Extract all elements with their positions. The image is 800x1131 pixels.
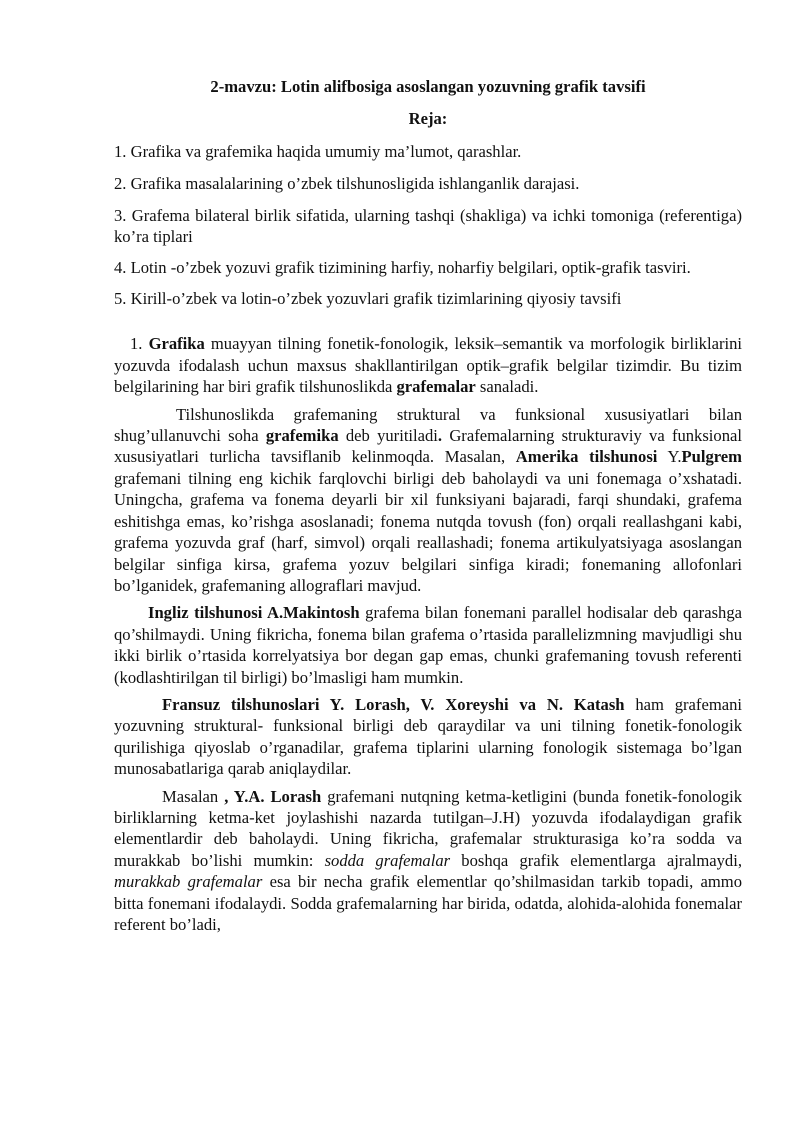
term-grafika: Grafika <box>148 334 205 354</box>
paragraph-fransuz <box>114 694 742 780</box>
paragraph-text: ham grafemani yozuvning struktural- funksional birligi deb qaraydilar va uni tilning fonetik-fonologik qurilishiga qiyoslab o’rganadilar, grafema tiplarini ularning fonologik sistemaga bo’lgan munosabatlariga qarab aniqlaydilar. <box>114 694 742 779</box>
paragraph-lorash <box>114 786 742 936</box>
plan-item-3: 3. Grafema bilateral birlik sifatida, ularning tashqi (shakliga) va ichki tomoniga (referentiga) ko’ra tiplari <box>114 205 742 247</box>
paragraph-text: Masalan <box>162 786 225 806</box>
term-grafemika: grafemika <box>265 426 339 446</box>
paragraph-text: boshqa grafik elementlarga ajralmaydi, <box>450 850 742 870</box>
paragraph-grafika <box>114 333 742 397</box>
term-ingliz-tilshunosi: Ingliz tilshunosi A.Makintosh <box>148 603 360 623</box>
term-fransuz-tilshunoslari: Fransuz tilshunoslari Y. Lorash, V. Xoreyshi va N. Katash <box>162 694 625 714</box>
paragraph-text: grafemani nutqning ketma-ketligini (bunda fonetik-fonologik birliklarning ketma-ket joylashishi nazarda tutilgan–J.H) yozuvda ifodalaydigan grafik elementlardir deb baholaydi. Uning fikricha, grafemalar strukturasiga ko’ra sodda va murakkab bo’lishi mumkin: <box>114 786 742 870</box>
term-pulgrem: Pulgrem <box>681 447 742 467</box>
paragraph-text: Tilshunoslikda grafemaning struktural va funksional xususiyatlari bilan shug’ullanuvchi soha <box>114 404 742 446</box>
paragraph-text: esa bir necha grafik elementlar qo’shilmasidan tarkib topadi, ammo bitta fonemani ifodalaydi. Sodda grafemalarning har birida, odatda, alohida-alohida fonemalar referent bo’ladi, <box>114 872 742 934</box>
term-lorash: , Y.A. Lorash <box>224 786 322 806</box>
plan-item-2: 2. Grafika masalalarining o’zbek tilshunosligida ishlanganlik darajasi. <box>114 174 580 194</box>
bold-period: . <box>437 426 443 446</box>
term-grafemalar: grafemalar <box>396 377 476 397</box>
paragraph-text: Grafemalarning strukturaviy va funksional xususiyatlari turlicha tavsiflanib kelinmoqda. Masalan, <box>114 426 742 467</box>
paragraph-text: Y. <box>657 447 682 467</box>
paragraph-text: grafema bilan fonemani parallel hodisalar deb qarashga qo’shilmaydi. Uning fikricha, fonema bilan grafema o’rtasida parallelizmning mavjudligi shu ikki birlik o’rtasida korrelyatsiya bor degan gap emas, chunki grafemaning tovush referenti (kodlashtirilgan til birligi) bo’lmasligi ham mumkin. <box>114 603 742 687</box>
plan-item-5: 5. Kirill-o’zbek va lotin-o’zbek yozuvlari grafik tizimlarining qiyosiy tavsifi <box>114 289 622 309</box>
term-murakkab-grafemalar: murakkab grafemalar <box>114 872 263 892</box>
term-amerika-tilshunosi: Amerika tilshunosi <box>515 447 658 467</box>
plan-item-1: 1. Grafika va grafemika haqida umumiy ma’lumot, qarashlar. <box>114 142 522 161</box>
plan-heading: Reja: <box>408 109 448 128</box>
term-sodda-grafemalar: sodda grafemalar <box>324 850 451 870</box>
page-title: 2-mavzu: Lotin alifbosiga asoslangan yozuvning grafik tavsifi <box>210 77 646 96</box>
plan-item-4: 4. Lotin -o’zbek yozuvi grafik tizimining harfiy, noharfiy belgilari, optik-grafik tasviri. <box>114 257 691 277</box>
document-page <box>114 76 742 935</box>
paragraph-grafemika <box>114 404 742 597</box>
paragraph-text: grafemani tilning eng kichik farqlovchi birligi deb baholaydi va uni fonemaga o’xshatadi. Uningcha, grafema va fonema deyarli bir xil funksiyani bajaradi, farqi shundaki, grafema eshitishga emas, ko’rishga asoslanadi; fonema nutqda tovush (fon) orqali reallashgani kabi, grafema yozuvda graf (harf, simvol) orqali reallashadi; fonema artikulyatsiyaga asoslangan belgilar sinfiga kirsa, grafema yozuv belgilari sinfiga kiradi; fonemaning allofonlari bo’lganidek, grafemaning allograflari mavjud. <box>114 468 742 595</box>
paragraph-text: sanaladi. <box>475 377 539 397</box>
paragraph-text: muayyan tilning fonetik-fonologik, leksik–semantik va morfologik birliklarini yozuvda ifodalash uchun maxsus shakllantirilgan optik–grafik belgilar tizimdir. Bu tizim belgilarining har biri grafik tilshunoslikda <box>114 334 742 397</box>
paragraph-text: deb yuritiladi <box>338 426 438 446</box>
paragraph-makintosh <box>114 602 742 688</box>
paragraph-number: 1. <box>130 334 143 354</box>
